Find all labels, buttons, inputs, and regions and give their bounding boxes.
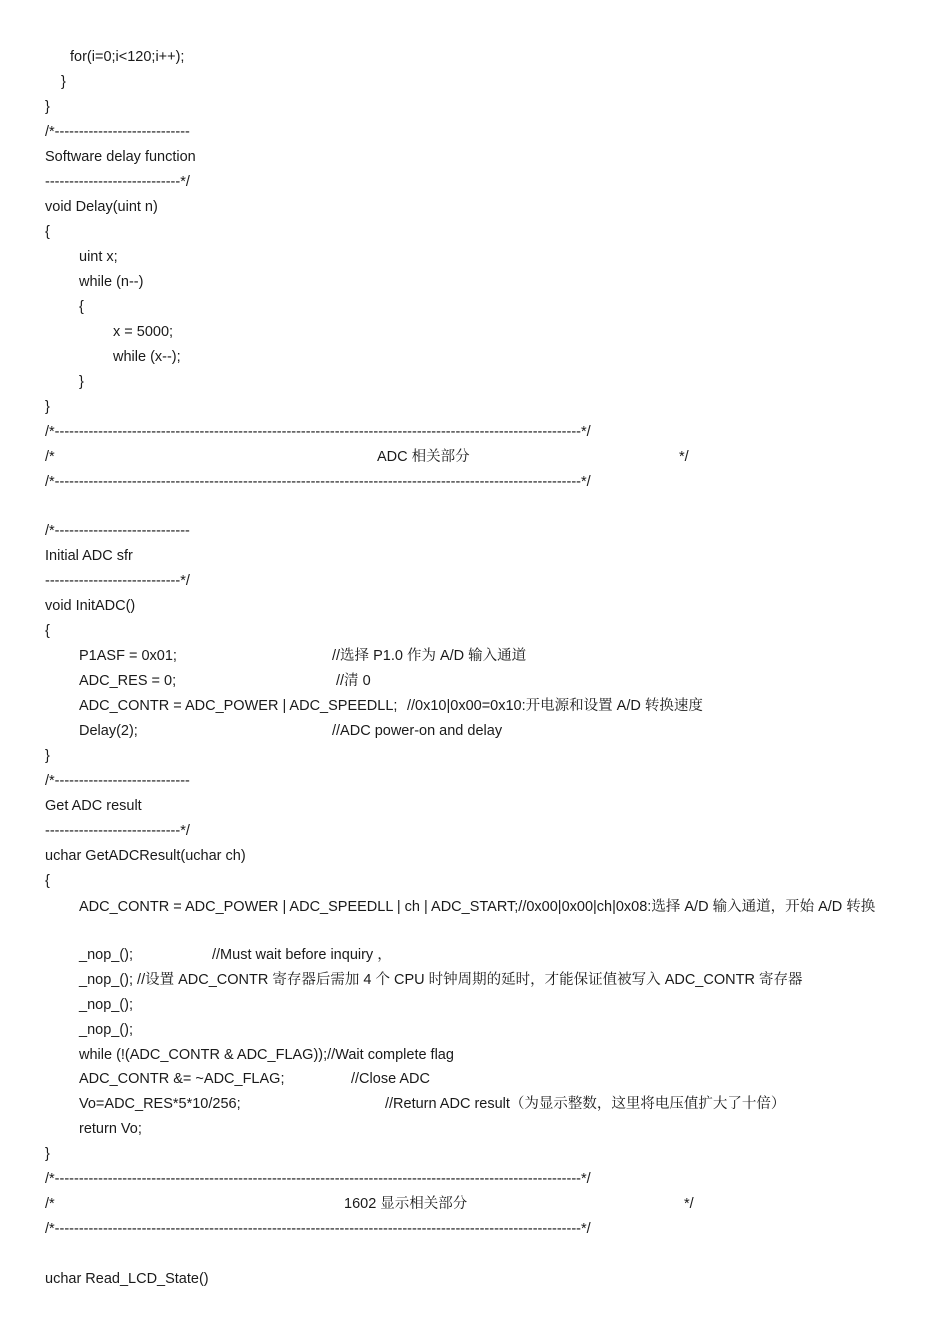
code-comment: //ADC power-on and delay [332,723,503,739]
comment-text: Get ADC result [45,798,142,814]
section-divider: /*-------------------------------------------------------------------------------------------------------------*/ [45,474,591,490]
code-line: x = 5000; [113,324,174,340]
code-comment: //选择 P1.0 作为 A/D 输入通道 [332,648,527,664]
section-divider: /*-------------------------------------------------------------------------------------------------------------*/ [45,424,591,440]
section-comment-close: */ [679,449,689,465]
code-comment: //Close ADC [351,1071,430,1087]
section-comment-open: /* [45,1196,55,1212]
code-line: _nop_(); [79,997,134,1013]
section-comment-close: */ [684,1196,694,1212]
code-line: ADC_CONTR = ADC_POWER | ADC_SPEEDLL; [79,698,398,714]
code-comment: //清 0 [336,673,371,689]
code-line: ADC_CONTR &= ~ADC_FLAG; [79,1071,285,1087]
comment-divider: /*---------------------------- [45,124,190,140]
code-line: _nop_(); //设置 ADC_CONTR 寄存器后需加 4 个 CPU 时钟周期的延时，才能保证值被写入 ADC_CONTR 寄存器 [79,972,803,988]
code-line: while (x--); [113,349,181,365]
comment-divider: ----------------------------*/ [45,174,190,190]
code-line: while (n--) [79,274,144,290]
code-line: _nop_(); [79,1022,134,1038]
section-heading: ADC 相关部分 [377,449,470,465]
section-divider: /*-------------------------------------------------------------------------------------------------------------*/ [45,1221,591,1237]
code-line: { [79,299,84,315]
section-heading: 1602 显示相关部分 [344,1196,468,1212]
code-line: while (!(ADC_CONTR & ADC_FLAG));//Wait complete flag [79,1047,454,1063]
code-line: } [45,99,50,115]
comment-divider: /*---------------------------- [45,523,190,539]
code-line: } [45,399,50,415]
code-line: uchar GetADCResult(uchar ch) [45,848,246,864]
code-line: } [45,1146,50,1162]
code-line: return Vo; [79,1121,142,1137]
comment-divider: ----------------------------*/ [45,573,190,589]
code-line: _nop_(); [79,947,134,963]
code-line: void InitADC() [45,598,136,614]
section-comment-open: /* [45,449,55,465]
code-line: void Delay(uint n) [45,199,158,215]
code-line: uint x; [79,249,118,265]
code-line: } [61,74,66,90]
comment-text: Initial ADC sfr [45,548,133,564]
code-line: ADC_RES = 0; [79,673,177,689]
code-line: { [45,873,50,889]
code-line: } [79,374,84,390]
code-line: { [45,224,50,240]
comment-divider: /*---------------------------- [45,773,190,789]
code-line: Vo=ADC_RES*5*10/256; [79,1096,241,1112]
code-line: { [45,623,50,639]
code-comment: //0x10|0x00=0x10:开电源和设置 A/D 转换速度 [407,698,703,714]
code-line: P1ASF = 0x01; [79,648,177,664]
code-comment: //Return ADC result（为显示整数，这里将电压值扩大了十倍） [385,1096,786,1112]
code-line: uchar Read_LCD_State() [45,1271,209,1287]
code-comment: //Must wait before inquiry ， [212,947,392,963]
comment-text: Software delay function [45,149,196,165]
code-line: Delay(2); [79,723,138,739]
comment-divider: ----------------------------*/ [45,823,190,839]
section-divider: /*-------------------------------------------------------------------------------------------------------------*/ [45,1171,591,1187]
code-line-wrapped: ADC_CONTR = ADC_POWER | ADC_SPEEDLL | ch | ADC_START;//0x00|0x00|ch|0x08:选择 A/D 输入通道，开始 A/D 转换 [79,899,876,915]
code-line: for(i=0;i<120;i++); [70,49,185,65]
code-line: } [45,748,50,764]
